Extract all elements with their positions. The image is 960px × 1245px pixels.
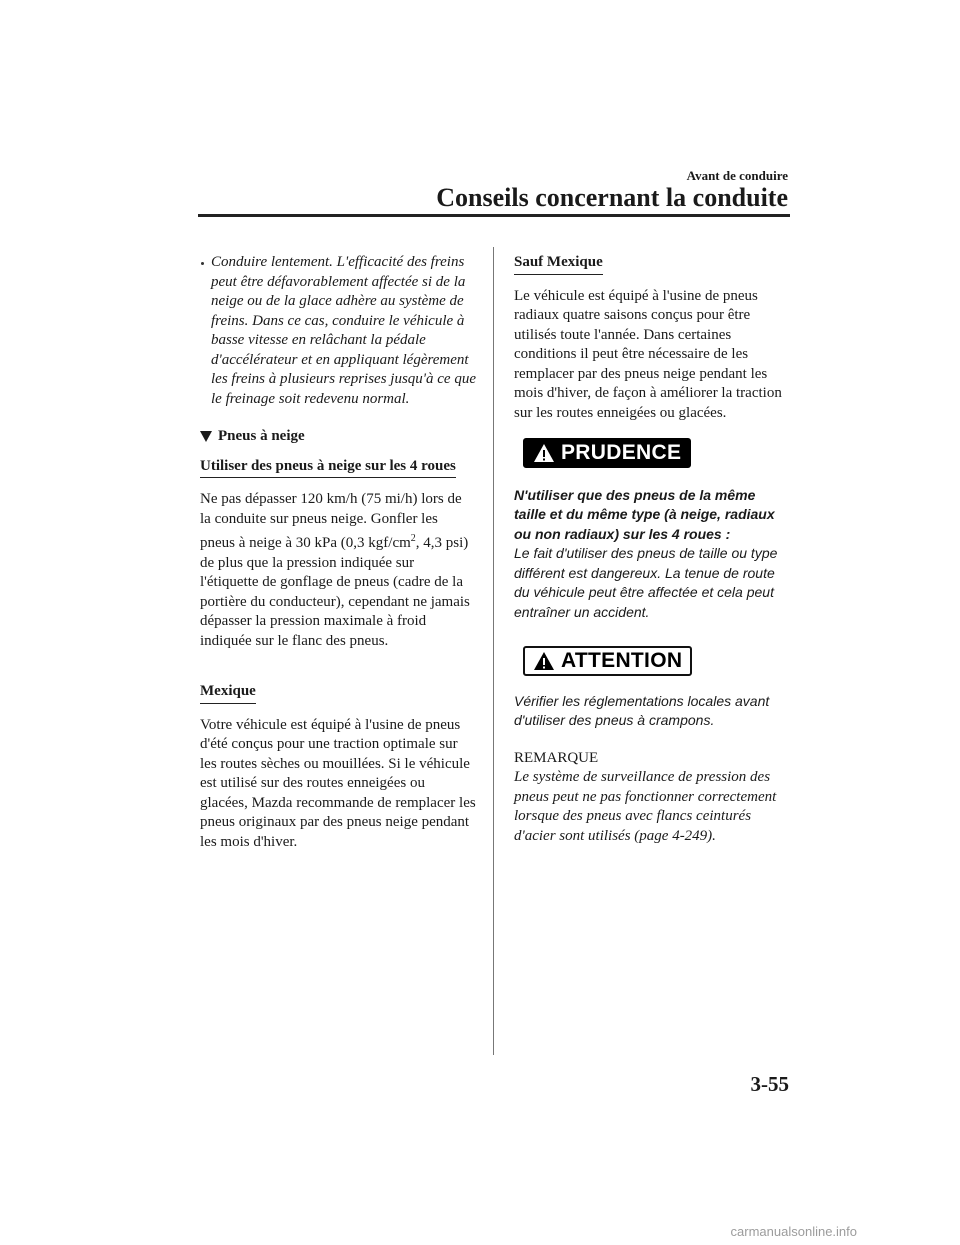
prudence-bold-text: N'utiliser que des pneus de la même taille et du même type (à neige, radiaux ou non radiaux) sur les 4 roues :	[514, 486, 775, 542]
paragraph-part-1: Ne pas dépasser 120 km/h (75 mi/h) lors de la conduite sur pneus neige. Gonfler les pneus à neige à 30 kPa (0,3 kgf/cm	[200, 491, 462, 551]
bullet-text: Conduire lentement. L'efficacité des freins peut être défavorablement affectée si de la neige ou de la glace adhère au système de freins. Dans ce cas, conduire le véhicule à basse vitesse en relâchant la pédale d'accélérateur et en appliquant légèrement les freins à plusieurs reprises jusqu'à ce que le freinage soit redevenu normal.	[211, 254, 476, 407]
section-heading-text: Pneus à neige	[218, 428, 305, 444]
section-label: Avant de conduire	[686, 168, 788, 183]
section-heading	[200, 427, 476, 447]
snow-tire-paragraph	[200, 490, 476, 651]
page-number: 3-55	[750, 1072, 789, 1096]
remarque-label: REMARQUE	[514, 749, 599, 766]
mexique-heading: Mexique	[200, 682, 256, 704]
column-divider	[493, 247, 494, 1055]
right-column	[514, 253, 790, 846]
sauf-mexique-heading: Sauf Mexique	[514, 253, 603, 275]
prudence-label: PRUDENCE	[561, 441, 682, 465]
chapter-title: Conseils concernant la conduite	[436, 183, 788, 212]
down-triangle-icon	[200, 431, 212, 442]
remarque-text: Le système de surveillance de pression des pneus peut ne pas fonctionner correctement lorsque des pneus avec flancs ceinturés d'acier sont utilisés (page 4-249).	[514, 769, 777, 844]
header-rule	[198, 214, 790, 217]
subsection-heading: Utiliser des pneus à neige sur les 4 roues	[200, 457, 456, 479]
attention-badge	[523, 646, 692, 676]
prudence-badge	[523, 438, 691, 468]
superscript: 2	[410, 533, 416, 544]
left-column	[200, 253, 476, 852]
website-watermark[interactable]: carmanualsonline.info	[730, 1224, 857, 1239]
warning-triangle-icon	[533, 651, 555, 671]
attention-label: ATTENTION	[561, 649, 683, 673]
bullet-item	[200, 253, 476, 409]
paragraph-part-2: , 4,3 psi) de plus que la pression indiquée sur l'étiquette de gonflage de pneus (cadre de la portière du conducteur), cependant ne jamais dépasser la pression maximale à froid indiquée sur le flanc des pneus.	[200, 535, 470, 649]
warning-triangle-icon	[533, 443, 555, 463]
mexique-paragraph: Votre véhicule est équipé à l'usine de pneus d'été conçus pour une traction optimale sur les routes sèches ou mouillées. Si le véhicule est utilisé sur des routes enneigées ou glacées, Mazda recommande de remplacer les pneus originaux par des pneus neige pendant les mois d'hiver.	[200, 716, 476, 850]
bullet-dot-icon	[201, 262, 204, 265]
sauf-mexique-paragraph: Le véhicule est équipé à l'usine de pneus radiaux quatre saisons conçus pour être utilisés toute l'année. Dans certaines conditions il peut être nécessaire de les remplacer par des pneus neige pendant les mois d'hiver, de façon à améliorer la traction sur les routes enneigées ou glacées.	[514, 287, 782, 421]
attention-text: Vérifier les réglementations locales avant d'utiliser des pneus à crampons.	[514, 692, 770, 728]
prudence-text: Le fait d'utiliser des pneus de taille ou type différent est dangereux. La tenue de route du véhicule peut être affectée et cela peut entraîner un accident.	[514, 545, 778, 620]
